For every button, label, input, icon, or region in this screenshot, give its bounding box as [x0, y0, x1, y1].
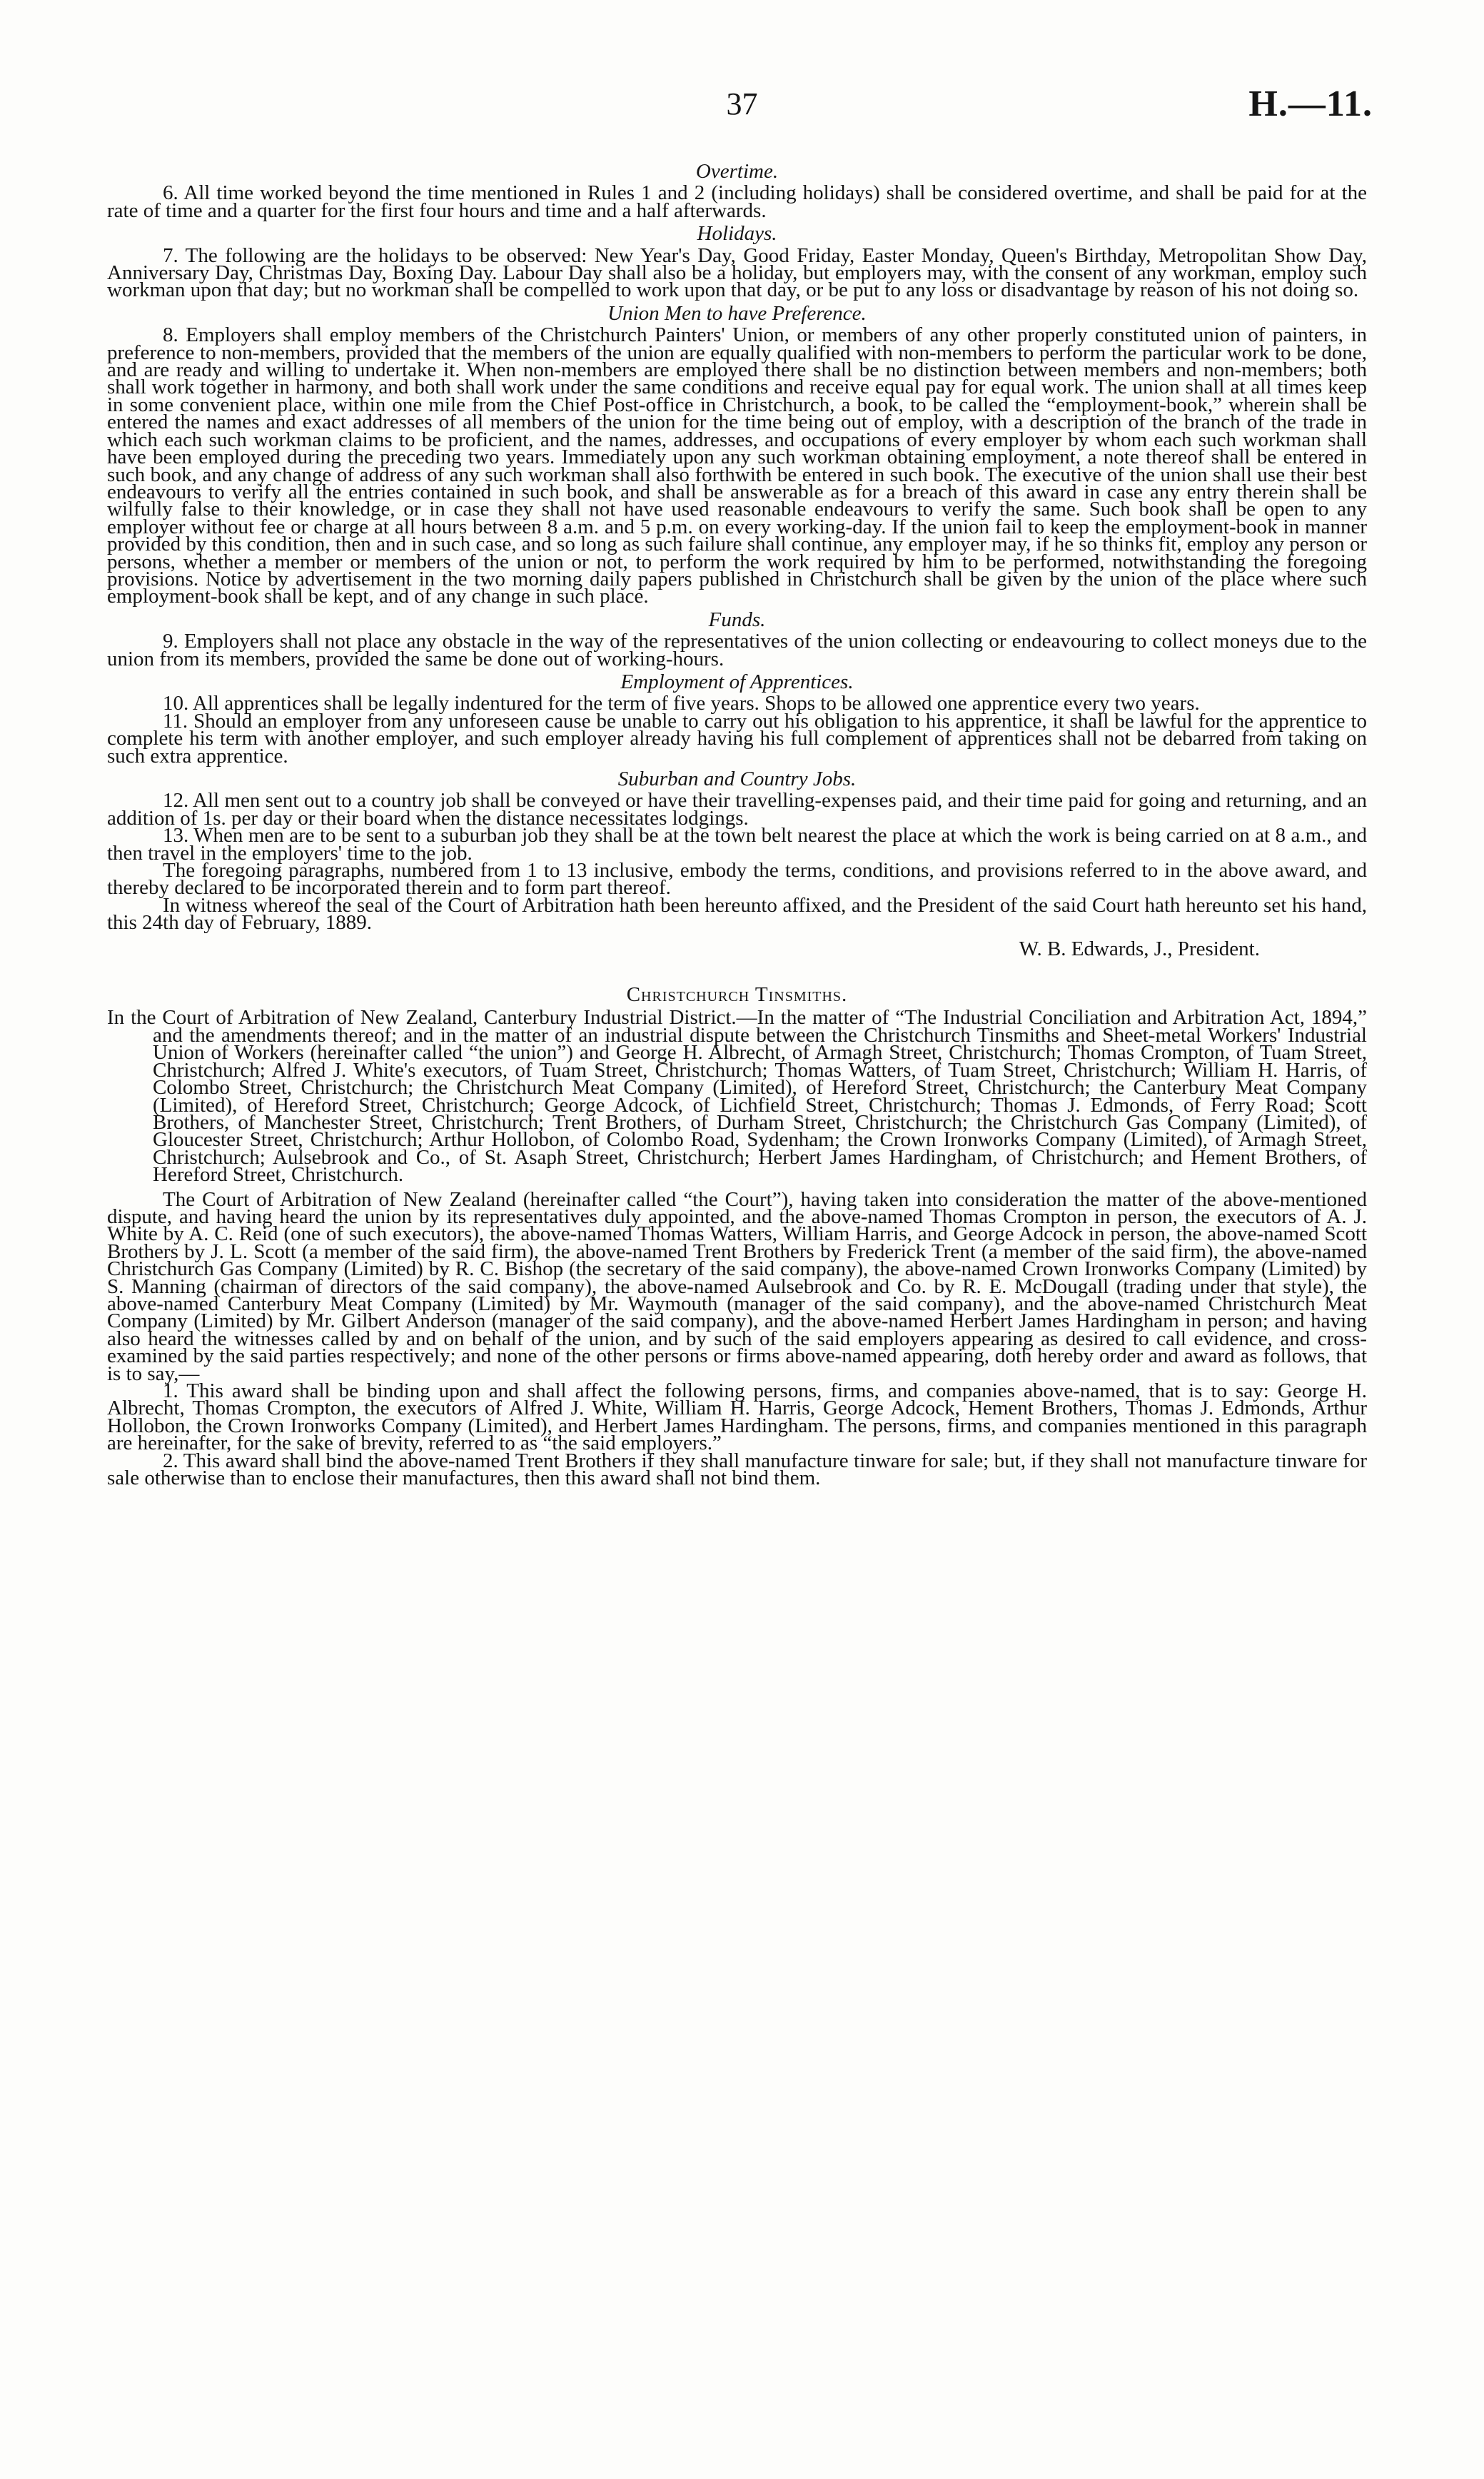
- suburban-jobs-heading: Suburban and Country Jobs.: [617, 768, 857, 790]
- witness-paragraph: In witness whereof the seal of the Court of Arbitration hath been hereunto affixed, and the President of the said Court hath hereunto set his hand, this 24th day of February, 1889.: [107, 893, 1367, 935]
- clause-6: 6. All time worked beyond the time mentioned in Rules 1 and 2 (including holidays) shall be considered overtime, and shall be paid for at the rate of time and a quarter for the first four hours and time and a half afterwards.: [107, 181, 1367, 222]
- court-consideration-paragraph: The Court of Arbitration of New Zealand (hereinafter called “the Court”), having taken into consideration the matter of the above-mentioned dispute, and having heard the union by its representatives duly appointed, and the above-named Thomas Crompton in person, the executors of A. J. White by A. C. Reid (one of such executors), the above-named Thomas Watters, William Harris, and George Adcock in person, the above-named Scott Brothers by J. L. Scott (a member of the said firm), the above-named Trent Brothers by Frederick Trent (a member of the said firm), the above-named Christchurch Gas Company (Limited) by R. C. Bishop (the secretary of the said company), the above-named Crown Ironworks Company (Limited) by S. Manning (chairman of directors of the said company), the above-named Aulsebrook and Co. by R. E. McDougall (trading under that style), the above-named Canterbury Meat Company (Limited) by Mr. Waymouth (manager of the said company), and the above-named Christchurch Meat Company (Limited) by Mr. Gilbert Anderson (manager of the said company), and the above-named Herbert James Hardingham in person; and having also heard the witnesses called by and on behalf of the union, and by such of the said employers appearing as desired to call evidence, and cross-examined by the said parties respectively; and none of the other persons or firms above-named appearing, doth hereby order and award as follows, that is to say,—: [107, 1187, 1367, 1385]
- clause-8: 8. Employers shall employ members of the Christchurch Painters' Union, or members of any other properly constituted union of painters, in preference to non-members, provided that the members of the union are equally qualified with non-members to perform the particular work to be done, and are ready and willing to undertake it. When non-members are employed there shall be no distinction between members and non-members; both shall work together in harmony, and both shall work under the same conditions and receive equal pay for equal work. The union shall at all times keep in some convenient place, within one mile from the Chief Post-office in Christchurch, a book, to be called the “employment-book,” wherein shall be entered the names and exact addresses of all members of the union for the time being out of employ, with a description of the branch of the trade in which each such workman claims to be proficient, and the names, addresses, and occupations of every employer by whom each such workman shall have been employed during the preceding two years. Immediately upon any such workman obtaining employment, a note thereof shall be entered in such book, and any change of address of any such workman shall also forthwith be entered in such book. The executive of the union shall use their best endeavours to verify all the entries contained in such book, and shall be answerable as for a breach of this award in case any entry therein shall be wilfully false to their knowledge, or in case they shall not have used reasonable endeavours to verify the same. Such book shall be open to any employer without fee or charge at all hours between 8 a.m. and 5 p.m. on every working-day. If the union fail to keep the employment-book in manner provided by this condition, then and in such case, and so long as such failure shall continue, any employer may, if he so thinks fit, employ any person or persons, whether a member or members of the union or not, to perform the work required by him to be performed, notwithstanding the foregoing provisions. Notice by advertisement in the two morning daily papers published in Christchurch shall be given by the union of the place where such employment-book shall be kept, and of any change in such place.: [107, 323, 1367, 608]
- series-reference: H.—11.: [1248, 84, 1373, 124]
- union-preference-heading: Union Men to have Preference.: [607, 301, 867, 325]
- clause-7: 7. The following are the holidays to be observed: New Year's Day, Good Friday, Easter Monday, Queen's Birthday, Metropolitan Show Day, Anniversary Day, Christmas Day, Boxing Day. Labour Day shall also be a holiday, but employers may, with the consent of any workman, employ such workman upon that day; but no workman shall be compelled to work upon that day, or be put to any loss or disadvantage by reason of his not doing so.: [107, 243, 1367, 302]
- apprentices-heading: Employment of Apprentices.: [620, 670, 854, 693]
- funds-heading: Funds.: [708, 608, 766, 631]
- holidays-heading: Holidays.: [697, 222, 777, 246]
- page-header: [0, 86, 1484, 136]
- clause-10: 10. All apprentices shall be legally indentured for the term of five years. Shops to be allowed one apprentice every two years.: [163, 692, 1200, 715]
- foregoing-paragraph: The foregoing paragraphs, numbered from 1 to 13 inclusive, embody the terms, conditions, and provisions referred to in the above award, and thereby declared to be incorporated therein and to form part thereof.: [107, 859, 1367, 900]
- clause-11: 11. Should an employer from any unforeseen cause be unable to carry out his obligation to his apprentice, it shall be lawful for the apprentice to complete his term with another employer, and such employer already having his full complement of apprentices shall not be debarred from taking on such extra apprentice.: [107, 709, 1367, 768]
- page-body: [107, 157, 1367, 1490]
- tinsmiths-clause-2: 2. This award shall bind the above-named Trent Brothers if they shall manufacture tinware for sale; but, if they shall not manufacture tinware for sale otherwise than to enclose their manufactures, then this award shall not bind them.: [107, 1449, 1367, 1490]
- tinsmiths-intro: In the Court of Arbitration of New Zealand, Canterbury Industrial District.—In the matter of “The Industrial Conciliation and Arbitration Act, 1894,” and the amendments thereof; and in the matter of an industrial dispute between the Christchurch Tinsmiths and Sheet-metal Workers' Industrial Union of Workers (hereinafter called “the union”) and George H. Albrecht, of Armagh Street, Christchurch; Thomas Crompton, of Tuam Street, Christchurch; Alfred J. White's executors, of Tuam Street, Christchurch; Thomas Watters, of Tuam Street, Christchurch; William H. Harris, of Colombo Street, Christchurch; the Christchurch Meat Company (Limited), of Hereford Street, Christchurch; the Canterbury Meat Company (Limited), of Hereford Street, Christchurch; George Adcock, of Lichfield Street, Christchurch; Thomas J. Edmonds, of Ferry Road; Scott Brothers, of Manchester Street, Christchurch; Trent Brothers, of Durham Street, Christchurch; the Christchurch Gas Company (Limited), of Gloucester Street, Christchurch; Arthur Hollobon, of Colombo Road, Sydenham; the Crown Ironworks Company (Limited), of Armagh Street, Christchurch; Aulsebrook and Co., of St. Asaph Street, Christchurch; Herbert James Hardingham, of Christchurch; and Hement Brothers, of Hereford Street, Christchurch.: [107, 1006, 1367, 1187]
- tinsmiths-section-title: Christchurch Tinsmiths.: [626, 983, 848, 1007]
- clause-12: 12. All men sent out to a country job shall be conveyed or have their travelling-expenses paid, and their time paid for going and returning, and an addition of 1s. per day or their board when the distance necessitates lodgings.: [107, 789, 1367, 830]
- tinsmiths-clause-1: 1. This award shall be binding upon and shall affect the following persons, firms, and companies above-named, that is to say: George H. Albrecht, Thomas Crompton, the executors of Alfred J. White, William H. Harris, George Adcock, Hement Brothers, Thomas J. Edmonds, Arthur Hollobon, the Crown Ironworks Company (Limited), and Herbert James Hardingham. The persons, firms, and companies mentioned in this paragraph are hereinafter, for the sake of brevity, referred to as “the said employers.”: [107, 1379, 1367, 1455]
- clause-13: 13. When men are to be sent to a suburban job they shall be at the town belt nearest the place at which the work is being carried on at 8 a.m., and then travel in the employers' time to the job.: [107, 824, 1367, 865]
- page-number: 37: [726, 86, 758, 121]
- overtime-heading: Overtime.: [695, 160, 779, 183]
- president-signature: W. B. Edwards, J., President.: [1019, 937, 1260, 960]
- clause-9: 9. Employers shall not place any obstacle in the way of the representatives of the union collecting or endeavouring to collect moneys due to the union from its members, provided the same be done out of working-hours.: [107, 630, 1367, 670]
